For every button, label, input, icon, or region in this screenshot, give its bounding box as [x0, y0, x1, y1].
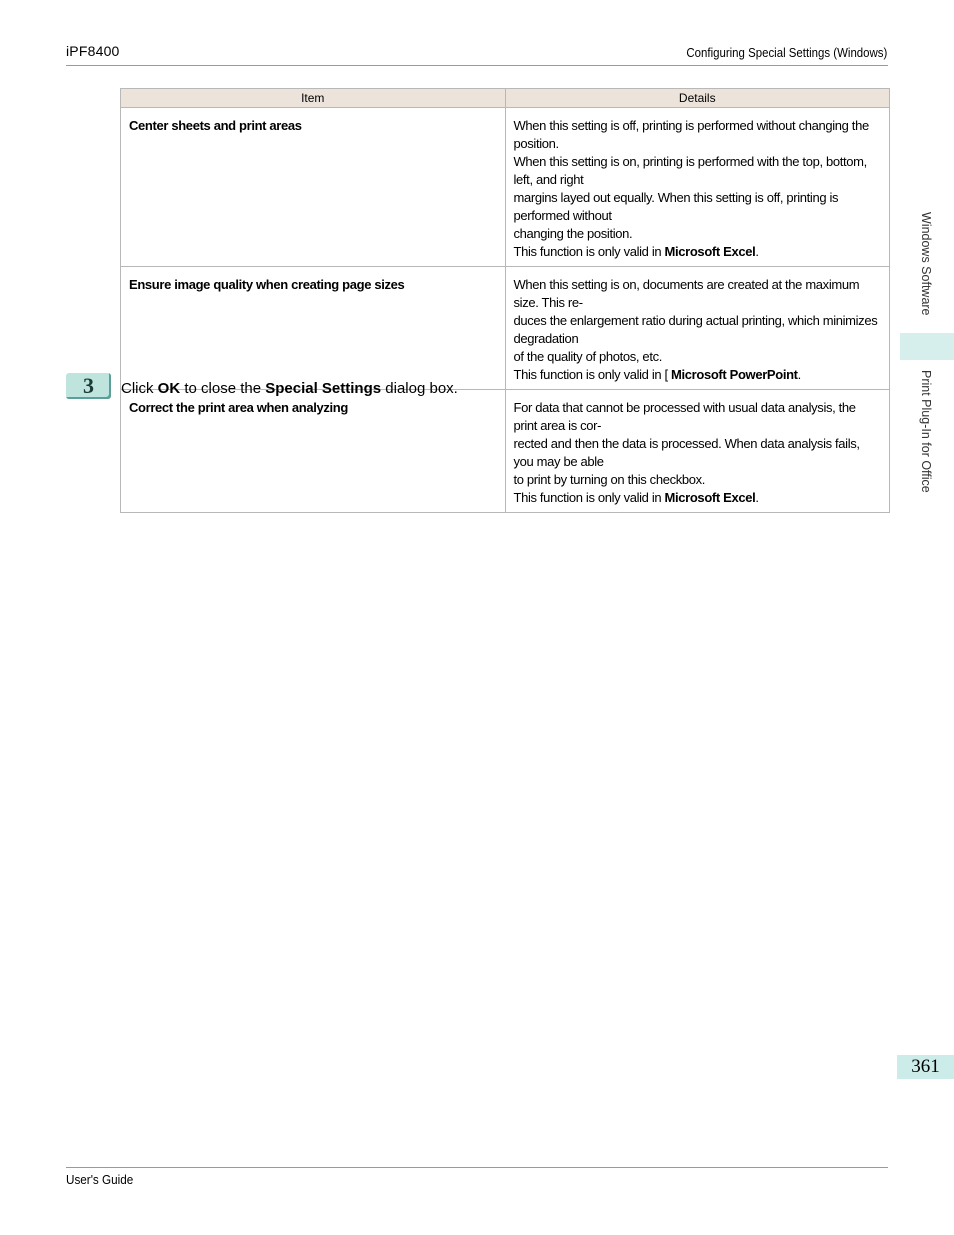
- sidebar-section-label[interactable]: Windows Software: [919, 212, 933, 316]
- details-line: For data that cannot be processed with usual data analysis, the print area is cor-: [513, 400, 856, 433]
- header-model: iPF8400: [66, 43, 120, 59]
- details-line: When this setting is on, printing is performed with the top, bottom, left, and right: [513, 154, 867, 187]
- step-ok-label: OK: [157, 380, 181, 397]
- sidebar-chapter-label[interactable]: Print Plug-In for Office: [919, 370, 933, 493]
- details-cell: [505, 108, 890, 267]
- settings-table: [120, 88, 890, 513]
- footer-title: User's Guide: [66, 1172, 134, 1187]
- step-dialog-name: Special Settings: [265, 380, 382, 397]
- details-cell: [505, 390, 890, 513]
- validity-prefix: This function is only valid in [: [513, 367, 672, 382]
- step-text-part: dialog box.: [381, 380, 458, 397]
- column-header-details: Details: [505, 89, 890, 108]
- details-line: of the quality of photos, etc.: [513, 349, 662, 364]
- item-label: Ensure image quality when creating page sizes: [129, 277, 405, 292]
- details-line: duces the enlargement ratio during actual printing, which minimizes degradation: [513, 313, 878, 346]
- validity-prefix: This function is only valid in: [513, 490, 665, 505]
- item-cell: [121, 390, 506, 513]
- item-cell: [121, 267, 506, 390]
- validity-suffix: .: [797, 367, 801, 382]
- details-cell: [505, 267, 890, 390]
- item-cell: [121, 108, 506, 267]
- details-line: changing the position.: [513, 226, 633, 241]
- validity-prefix: This function is only valid in: [513, 244, 665, 259]
- step-text-part: Click: [121, 380, 158, 397]
- table-row: [121, 267, 890, 390]
- details-line: margins layed out equally. When this setting is off, printing is performed without: [513, 190, 839, 223]
- page-number: 361: [897, 1055, 954, 1079]
- validity-app: Microsoft Excel: [664, 244, 756, 259]
- item-label: Correct the print area when analyzing: [129, 400, 348, 415]
- validity-suffix: .: [755, 244, 759, 259]
- header-rule: [66, 65, 888, 66]
- step-number-badge: [66, 373, 111, 399]
- details-line: When this setting is on, documents are created at the maximum size. This re-: [513, 277, 860, 310]
- table-row: [121, 390, 890, 513]
- column-header-item: Item: [121, 89, 506, 108]
- table-header-row: [121, 89, 890, 108]
- header-section-title: Configuring Special Settings (Windows): [686, 45, 887, 60]
- step-text-part: to close the: [180, 380, 266, 397]
- validity-note: [514, 366, 882, 384]
- validity-note: [514, 489, 882, 507]
- step-instruction: [121, 380, 458, 397]
- validity-note: [514, 243, 882, 261]
- validity-app: Microsoft PowerPoint: [671, 367, 798, 382]
- validity-app: Microsoft Excel: [664, 490, 756, 505]
- validity-suffix: .: [755, 490, 759, 505]
- details-line: rected and then the data is processed. When data analysis fails, you may be able: [513, 436, 860, 469]
- details-line: to print by turning on this checkbox.: [513, 472, 706, 487]
- sidebar-active-indicator: [900, 333, 954, 360]
- table-row: [121, 108, 890, 267]
- step-number: 3: [83, 373, 94, 398]
- footer-rule: [66, 1167, 888, 1168]
- details-line: When this setting is off, printing is performed without changing the position.: [513, 118, 869, 151]
- item-label: Center sheets and print areas: [129, 118, 302, 133]
